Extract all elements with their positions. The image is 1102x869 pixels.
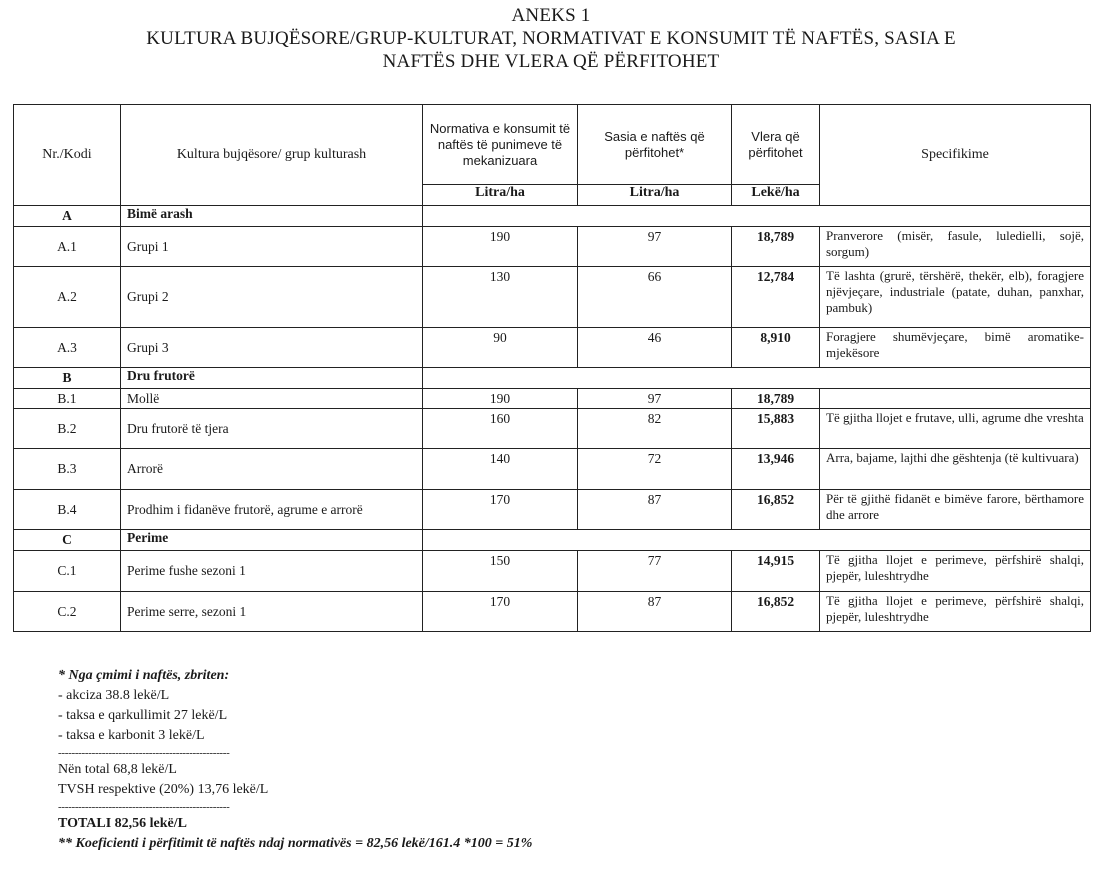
table-row (14, 227, 1091, 267)
unit-value: Lekë/ha (732, 185, 820, 206)
row-amount: 82 (578, 409, 732, 449)
row-code: B.3 (14, 449, 121, 490)
row-value: 14,915 (732, 551, 820, 592)
row-code: A.1 (14, 227, 121, 267)
row-name: Perime serre, sezoni 1 (121, 592, 423, 632)
row-value: 16,852 (732, 490, 820, 530)
row-value: 8,910 (732, 328, 820, 368)
row-code: B.1 (14, 389, 121, 409)
row-norm: 130 (423, 267, 578, 328)
note-item: - taksa e karbonit 3 lekë/L (58, 728, 205, 743)
document-title-line-2: NAFTËS DHE VLERA QË PËRFITOHET (382, 51, 720, 72)
row-value: 16,852 (732, 592, 820, 632)
section-name: Dru frutorë (121, 368, 423, 389)
table-row (14, 389, 1091, 409)
section-name: Bimë arash (121, 206, 423, 227)
row-norm: 170 (423, 592, 578, 632)
section-row (14, 530, 1091, 551)
separator: --------------------------------------------------- (58, 747, 230, 759)
row-name: Grupi 1 (121, 227, 423, 267)
note-item: - taksa e qarkullimit 27 lekë/L (58, 708, 228, 723)
row-spec: Për të gjithë fidanët e bimëve farore, bërthamore dhe arrore (820, 490, 1091, 530)
table-row (14, 551, 1091, 592)
table-row (14, 592, 1091, 632)
annex-title: ANEKS 1 (511, 5, 591, 26)
table-row (14, 328, 1091, 368)
header-value: Vlera që përfitohet (732, 105, 820, 185)
row-spec: Të lashta (grurë, tërshërë, thekër, elb), foragjere njëvjeçare, industriale (patate, duhan, panxhar, pambuk) (820, 267, 1091, 328)
header-norm: Normativa e konsumit të naftës të punimeve të mekanizuara (423, 105, 578, 185)
row-name: Mollë (121, 389, 423, 409)
row-spec: Të gjitha llojet e perimeve, përfshirë shalqi, pjepër, luleshtrydhe (820, 551, 1091, 592)
row-norm: 190 (423, 227, 578, 267)
fuel-norms-table (13, 104, 1091, 632)
row-spec (820, 389, 1091, 409)
row-name: Grupi 3 (121, 328, 423, 368)
footnotes (58, 666, 532, 854)
section-name: Perime (121, 530, 423, 551)
header-amount: Sasia e naftës që përfitohet* (578, 105, 732, 185)
row-amount: 87 (578, 592, 732, 632)
table-row (14, 409, 1091, 449)
row-amount: 77 (578, 551, 732, 592)
row-code: A.2 (14, 267, 121, 328)
row-amount: 72 (578, 449, 732, 490)
row-value: 13,946 (732, 449, 820, 490)
row-code: A.3 (14, 328, 121, 368)
row-spec: Të gjitha llojet e perimeve, përfshirë shalqi, pjepër, luleshtrydhe (820, 592, 1091, 632)
row-spec: Foragjere shumëvjeçare, bimë aromatike-mjekësore (820, 328, 1091, 368)
row-norm: 140 (423, 449, 578, 490)
subtotal: Nën total 68,8 lekë/L (58, 762, 177, 777)
header-spec: Specifikime (820, 105, 1091, 206)
row-name: Dru frutorë të tjera (121, 409, 423, 449)
row-spec: Të gjitha llojet e frutave, ulli, agrume dhe vreshta (820, 409, 1091, 449)
row-amount: 97 (578, 389, 732, 409)
row-norm: 190 (423, 389, 578, 409)
unit-norm: Litra/ha (423, 185, 578, 206)
section-code: A (14, 206, 121, 227)
total: TOTALI 82,56 lekë/L (58, 816, 188, 831)
row-name: Perime fushe sezoni 1 (121, 551, 423, 592)
row-value: 18,789 (732, 389, 820, 409)
row-norm: 170 (423, 490, 578, 530)
row-name: Grupi 2 (121, 267, 423, 328)
row-norm: 90 (423, 328, 578, 368)
vat: TVSH respektive (20%) 13,76 lekë/L (58, 782, 269, 797)
row-code: C.1 (14, 551, 121, 592)
row-code: B.4 (14, 490, 121, 530)
section-row (14, 368, 1091, 389)
row-amount: 66 (578, 267, 732, 328)
row-spec: Pranverore (misër, fasule, luledielli, sojë, sorgum) (820, 227, 1091, 267)
title-block (0, 4, 1102, 73)
section-row (14, 206, 1091, 227)
row-value: 12,784 (732, 267, 820, 328)
notes-heading: * Nga çmimi i naftës, zbriten: (58, 668, 230, 683)
row-spec: Arra, bajame, lajthi dhe gështenja (të kultivuara) (820, 449, 1091, 490)
section-code: C (14, 530, 121, 551)
row-amount: 97 (578, 227, 732, 267)
row-value: 15,883 (732, 409, 820, 449)
row-norm: 150 (423, 551, 578, 592)
row-name: Prodhim i fidanëve frutorë, agrume e arrorë (121, 490, 423, 530)
row-value: 18,789 (732, 227, 820, 267)
header-code: Nr./Kodi (14, 105, 121, 206)
coefficient-note: ** Koeficienti i përfitimit të naftës ndaj normativës = 82,56 lekë/161.4 *100 = 51% (58, 836, 533, 851)
table-row (14, 490, 1091, 530)
row-code: C.2 (14, 592, 121, 632)
row-name: Arrorë (121, 449, 423, 490)
separator: --------------------------------------------------- (58, 801, 230, 813)
table-row (14, 267, 1091, 328)
row-norm: 160 (423, 409, 578, 449)
table-row (14, 449, 1091, 490)
row-code: B.2 (14, 409, 121, 449)
document-title-line-1: KULTURA BUJQËSORE/GRUP-KULTURAT, NORMATIVAT E KONSUMIT TË NAFTËS, SASIA E (146, 28, 956, 49)
unit-amount: Litra/ha (578, 185, 732, 206)
section-code: B (14, 368, 121, 389)
header-culture: Kultura bujqësore/ grup kulturash (121, 105, 423, 206)
row-amount: 46 (578, 328, 732, 368)
row-amount: 87 (578, 490, 732, 530)
note-item: - akciza 38.8 lekë/L (58, 688, 170, 703)
